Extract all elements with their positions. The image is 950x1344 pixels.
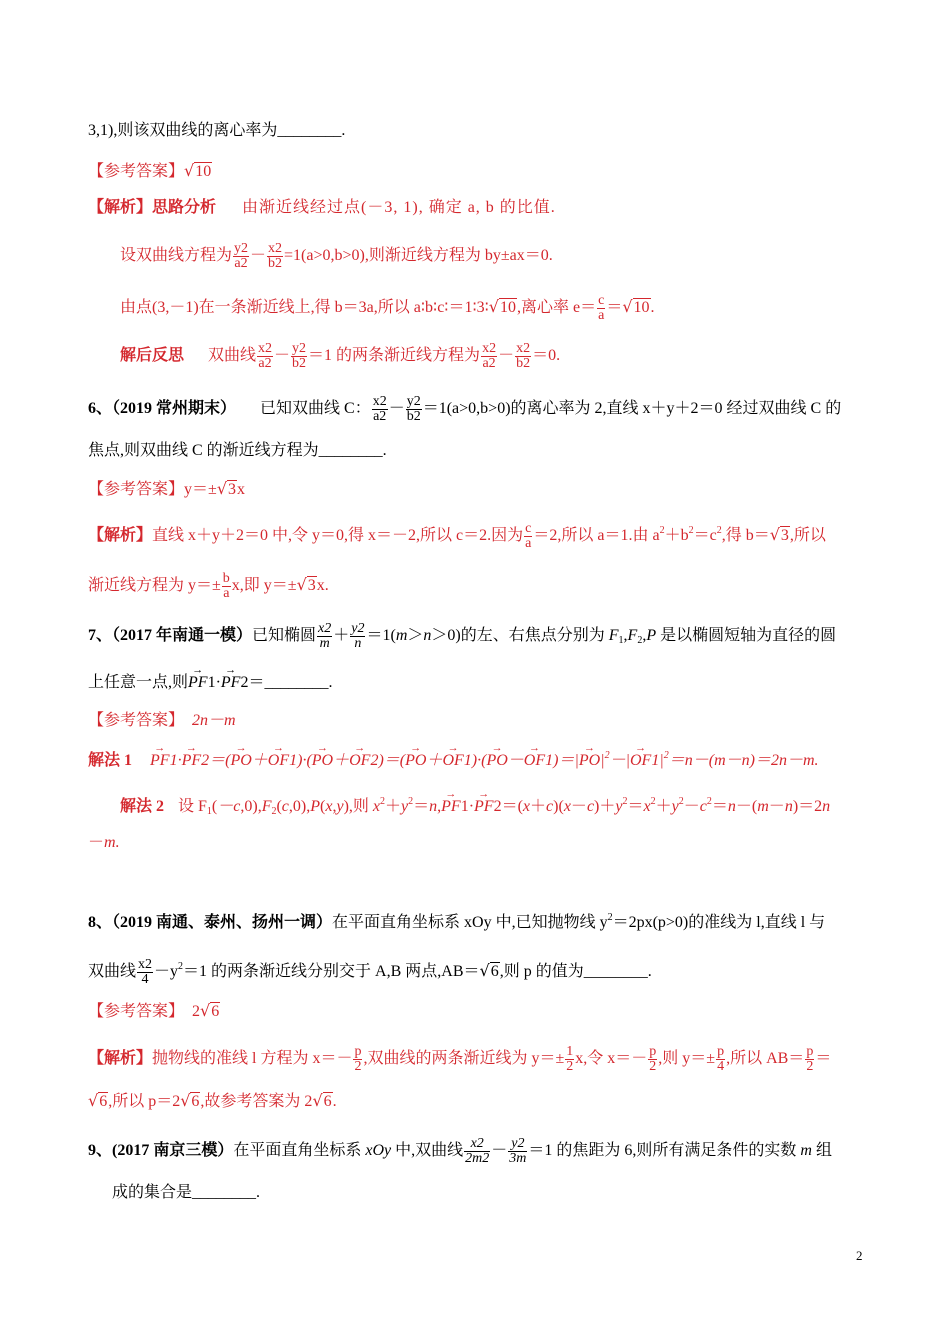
question-source: 8、（2019 南通、泰州、扬州一调） [88,914,333,931]
q6-analysis-line-1: 【解析】直线 x＋y＋2＝0 中,令 y＝0,得 x＝－2,所以 c＝2.因为 $\frac{c}{a}$ ＝2,所以 a＝1.由 $a^2+b^2=c^2$,得 b＝√3,所以 [88,521,826,551]
q7-method-2: 解法 2 设 $F_1(-c,0),F_2(c,0),P(x,y)$,则 $x^2+y^2=n,\to PF1\cdot\to PF2=(x+c)(x-c)+y^2=x^2+y^2-c^2=n-(m-n)=2n$ [120,796,830,818]
q8-answer: 【参考答案】 2√6 [88,1001,220,1020]
analysis-text: 由渐近线经过点(－3, 1), 确定 a, b 的比值. [242,199,556,216]
question-source: 6、（2019 常州期末） [88,400,237,418]
q7-stem-line-1: 7、（2017 年南通一模）已知椭圆 $\frac{x2}{m}$ ＋ $\frac{y2}{n}$ ＝1(m＞n＞0)的左、右焦点分别为 $F_1,F_2,P$ 是以椭圆短轴为直径的圆 [88,621,837,651]
page-number: 2 [856,1248,863,1263]
q5-answer [88,160,212,183]
q7-method-1: 解法 $1 \to PF1\cdot\to PF2=(\to PO+\to OF1)\cdot(\to PO+\to OF2)=(\to PO+\to OF1)\cdot(\to PO-\to OF1)=|\to PO|^2-|\to OF1|^2=n-(m-n)=2n-m$. [88,750,819,772]
question-source: 9、(2017 南京三模） [88,1142,234,1160]
q5-analysis-line-2: 由点(3,－1)在一条渐近线上,得 b＝3a,所以 a∶b∶c∶＝1∶3∶√10,离心率 e＝ $\frac{c}{a}$ ＝√10. [120,293,655,323]
reflection-head: 解后反思 [120,347,185,365]
q7-stem-line-2: 上任意一点,则→ PF1·→ PF2＝________. [88,672,332,694]
analysis-label: 【解析】 [88,199,153,216]
analysis-subhead: 思路分析 [152,199,217,216]
q8-analysis-line-1: 【解析】抛物线的准线 l 方程为 x＝－ $\frac{p}{2}$ ,双曲线的两条渐近线为 y＝± $\frac{1}{2}$ x,令 x＝－ $\frac{p}{2}$ ,则 y＝± $\frac{p}{4}$ ,所以 AB＝ $\frac{p}{2}$ ＝ [88,1044,832,1074]
q6-stem-line-1: 6、（2019 常州期末） 已知双曲线 C： $\frac{x2}{a2}$ － $\frac{y2}{b2}$ ＝1(a>0,b>0)的离心率为 2,直线 x＋y＋2＝0 经过双曲线 C 的 [88,394,842,424]
sqrt: √10 [184,161,212,180]
q5-analysis-line-1: 设双曲线方程为 $\frac{y2}{a2}$ － $\frac{x2}{b2}$ =1(a>0,b>0),则渐近线方程为 by±ax＝0. [120,241,553,271]
q7-method-2-tail: －m. [88,834,120,851]
q6-answer: 【参考答案】y＝±√3x [88,479,246,498]
answer-label: 【参考答案】 [88,163,185,180]
q8-stem-line-2: 双曲线 $\frac{x2}{4}$ $-y^2=1$ 的两条渐近线分别交于 A,B 两点,AB＝√6,则 p 的值为________. [88,957,652,987]
q8-stem-line-1: 8、（2019 南通、泰州、扬州一调）在平面直角坐标系 xOy 中,已知抛物线 $y^2=2px(p>0)$的准线为 l,直线 l 与 [88,912,826,931]
q9-stem-line-1: 9、(2017 南京三模）在平面直角坐标系 xOy 中,双曲线 $\frac{x2}{2m2}$ － $\frac{y2}{3m}$ ＝1 的焦距为 6,则所有满足条件的实数 m 组 [88,1136,832,1166]
q6-analysis-line-2: 渐近线方程为 y＝± $\frac{b}{a}$ x,即 y＝±√3x. [88,571,329,601]
q9-stem-line-2: 成的集合是________. [112,1184,261,1201]
q7-answer: 【参考答案】 2n－m [88,712,236,729]
q5-reflection: 解后反思 双曲线 $\frac{x2}{a2}$ － $\frac{y2}{b2}$ ＝1 的两条渐近线方程为 $\frac{x2}{a2}$ － $\frac{x2}{b2}$ ＝0. [120,341,561,371]
q5-stem-tail: 3,1),则该双曲线的离心率为________. [88,122,346,139]
q6-stem-line-2: 焦点,则双曲线 C 的渐近线方程为________. [88,442,387,459]
q8-analysis-line-2: √6,所以 p＝2√6,故参考答案为 2√6. [88,1091,337,1110]
question-source: 7、（2017 年南通一模） [88,627,253,645]
q5-analysis-head [88,197,556,219]
